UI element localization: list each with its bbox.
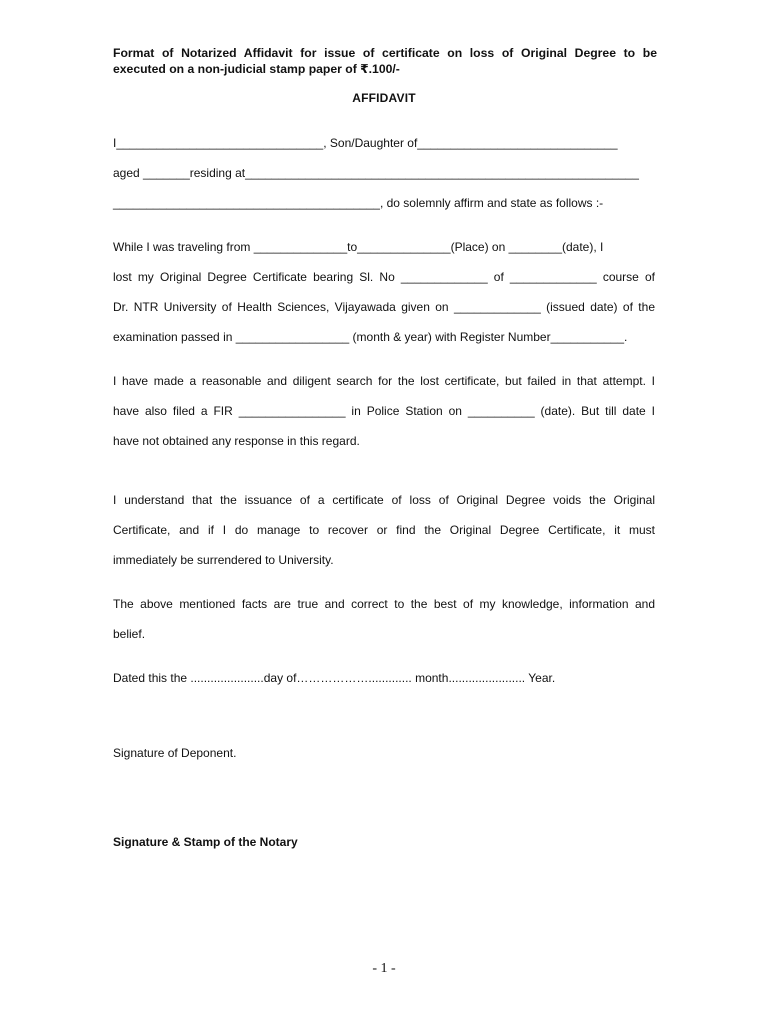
para1-line-2: lost my Original Degree Certificate bearing Sl. No _____________ of _____________ course of	[113, 270, 655, 284]
para3-line-2: Certificate, and if I do manage to recover or find the Original Degree Certificate, it must	[113, 523, 655, 537]
para2-line-3: have not obtained any response in this regard.	[113, 434, 360, 448]
dated-line: Dated this the ......................day of………………............. month....................... Year.	[113, 671, 556, 685]
para3-line-3: immediately be surrendered to University.	[113, 553, 334, 567]
para1-line-1: While I was traveling from ______________to______________(Place) on ________(date), I	[113, 240, 604, 254]
document-heading	[113, 45, 657, 77]
para4-line-1: The above mentioned facts are true and correct to the best of my knowledge, information and	[113, 597, 655, 611]
para1-line-3: Dr. NTR University of Health Sciences, Vijayawada given on _____________ (issued date) of the	[113, 300, 655, 314]
intro-line-affirm: ________________________________________, do solemnly affirm and state as follows :-	[113, 196, 604, 210]
heading-line-2: executed on a non-judicial stamp paper of ₹.100/-	[113, 62, 400, 76]
signature-of-deponent: Signature of Deponent.	[113, 746, 237, 760]
para2-line-1: I have made a reasonable and diligent search for the lost certificate, but failed in that attempt. I	[113, 374, 655, 388]
para4-line-2: belief.	[113, 627, 146, 641]
para1-line-4: examination passed in _________________ (month & year) with Register Number___________.	[113, 330, 628, 344]
signature-of-notary: Signature & Stamp of the Notary	[113, 835, 298, 849]
affidavit-title: AFFIDAVIT	[352, 91, 416, 105]
heading-line-1: Format of Notarized Affidavit for issue of certificate on loss of Original Degree to be	[113, 46, 657, 60]
para3-line-1: I understand that the issuance of a certificate of loss of Original Degree voids the Original	[113, 493, 655, 507]
page-number: - 1 -	[372, 961, 396, 976]
intro-line-residence: aged _______residing at___________________________________________________________	[113, 166, 639, 180]
para2-line-2: have also filed a FIR ________________ in Police Station on __________ (date). But till date I	[113, 404, 655, 418]
intro-line-name: I_______________________________, Son/Daughter of______________________________	[113, 136, 618, 150]
